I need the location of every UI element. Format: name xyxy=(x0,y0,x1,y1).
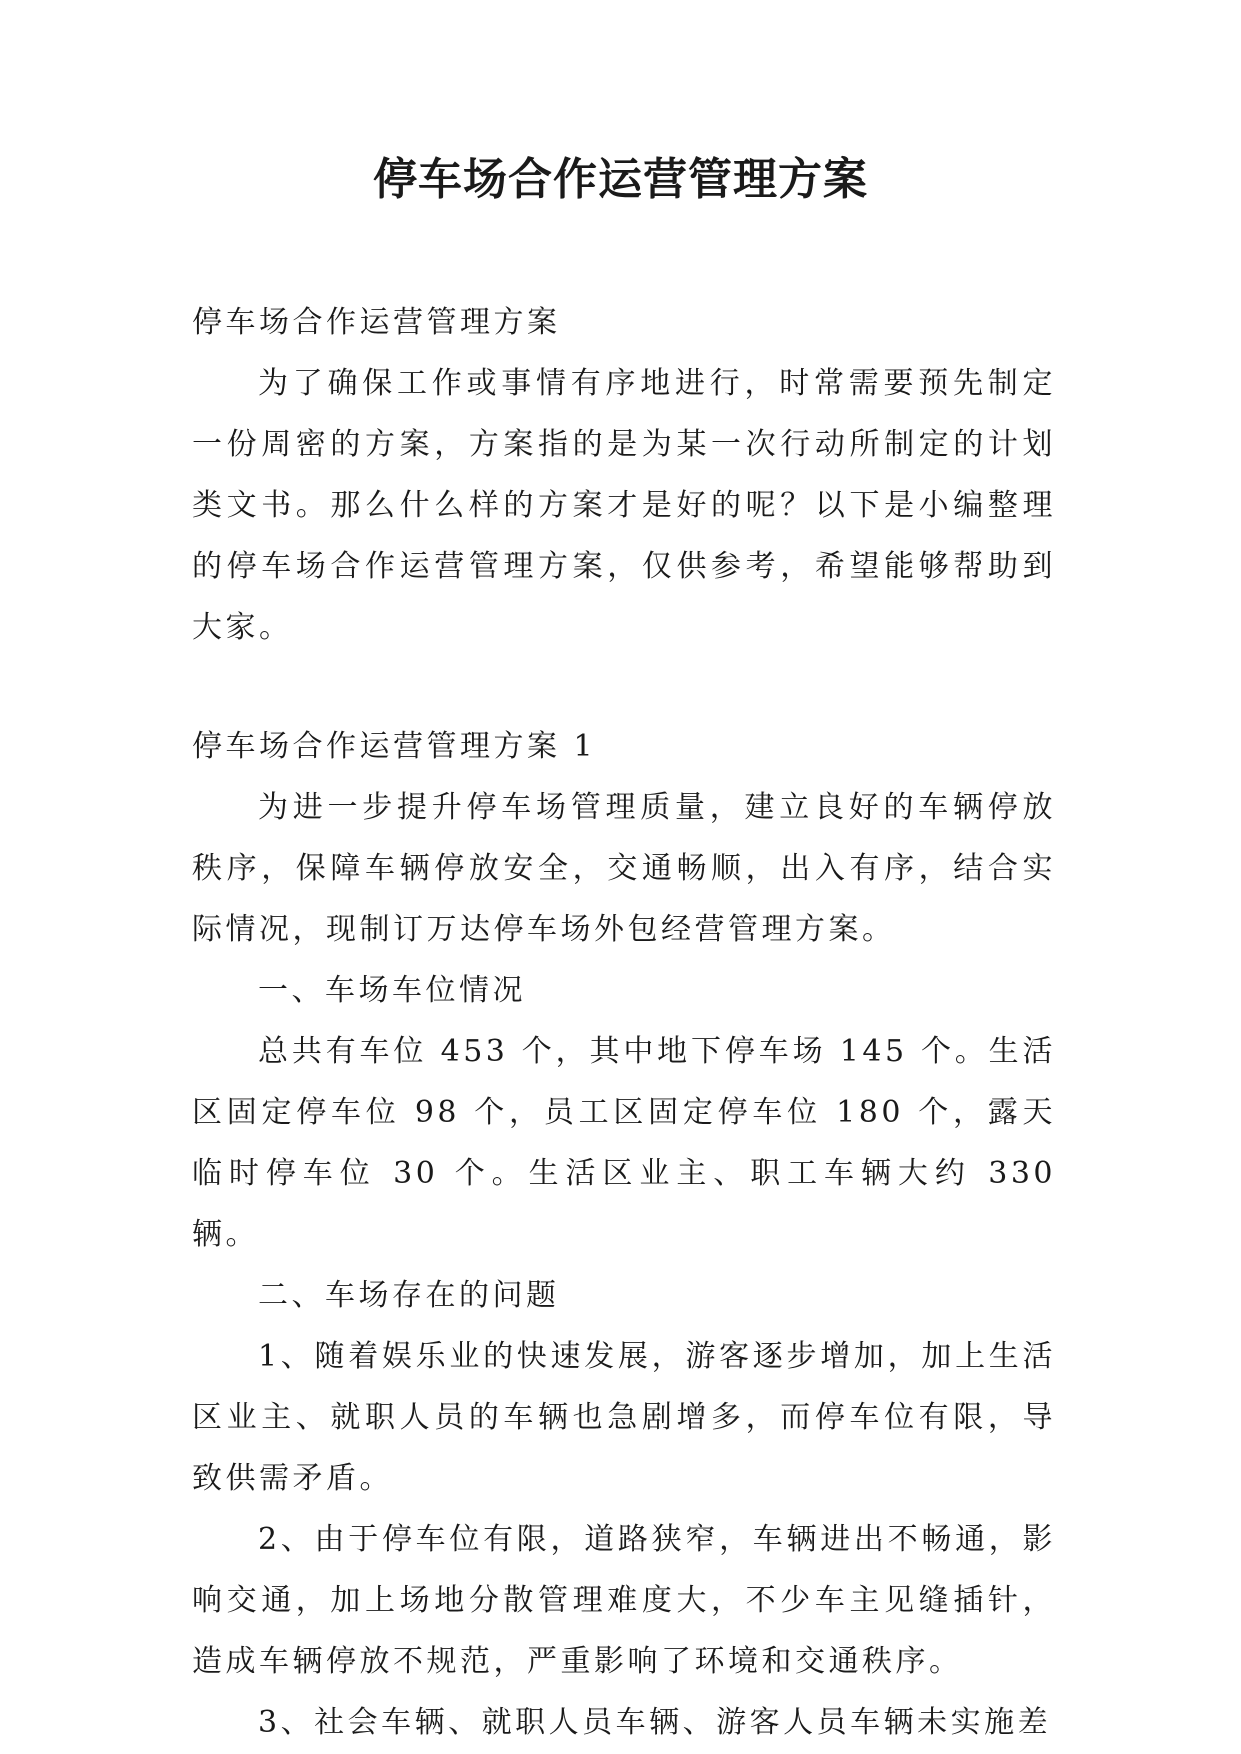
section1-paragraph: 为进一步提升停车场管理质量，建立良好的车辆停放秩序，保障车辆停放安全，交通畅顺，出入有序，结合实际情况，现制订万达停车场外包经营管理方案。 xyxy=(192,790,1056,947)
issue-2-paragraph: 2、由于停车位有限，道路狭窄，车辆进出不畅通，影响交通，加上场地分散管理难度大，不少车主见缝插针，造成车辆停放不规范，严重影响了环境和交通秩序。 xyxy=(192,1522,1056,1679)
issue-3-paragraph: 3、社会车辆、就职人员车辆、游客人员车辆未实施差 xyxy=(258,1705,1052,1740)
document-body xyxy=(192,292,1056,1753)
part2-heading: 二、车场存在的问题 xyxy=(258,1278,560,1313)
issue-1-paragraph: 1、随着娱乐业的快速发展，游客逐步增加，加上生活区业主、就职人员的车辆也急剧增多，而停车位有限，导致供需矛盾。 xyxy=(192,1339,1056,1496)
part1-heading: 一、车场车位情况 xyxy=(258,973,526,1008)
section1-heading: 停车场合作运营管理方案 1 xyxy=(192,729,597,764)
section-spacer xyxy=(192,658,1056,716)
intro-paragraph: 为了确保工作或事情有序地进行，时常需要预先制定一份周密的方案，方案指的是为某一次行动所制定的计划类文书。那么什么样的方案才是好的呢？以下是小编整理的停车场合作运营管理方案，仅供参考，希望能够帮助到大家。 xyxy=(192,366,1056,645)
part1-paragraph: 总共有车位 453 个，其中地下停车场 145 个。生活区固定停车位 98 个，员工区固定停车位 180 个，露天临时停车位 30 个。生活区业主、职工车辆大约 330 辆。 xyxy=(192,1034,1056,1252)
document-title: 停车场合作运营管理方案 xyxy=(373,154,868,205)
intro-heading: 停车场合作运营管理方案 xyxy=(192,305,561,340)
